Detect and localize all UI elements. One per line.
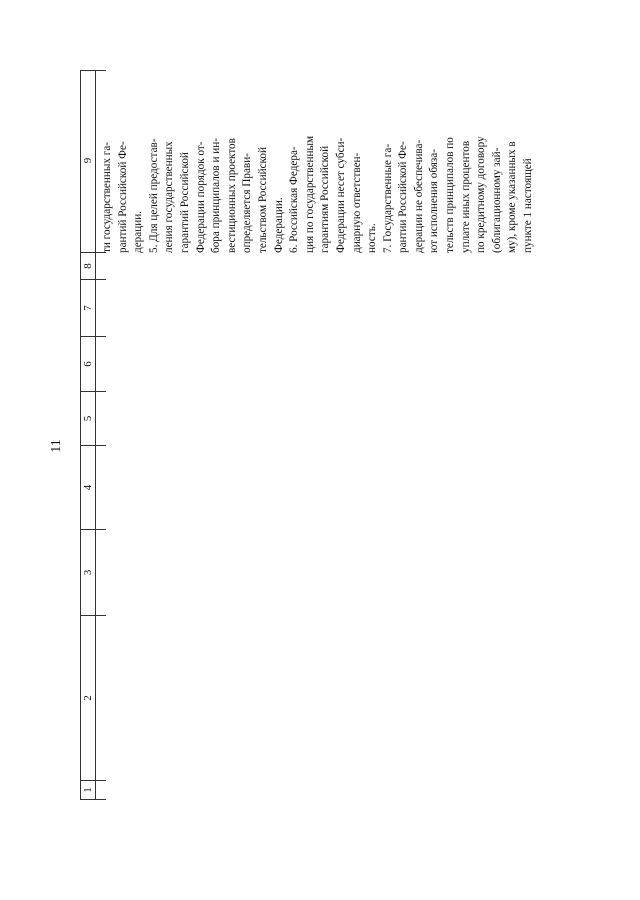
column-rule (96, 529, 106, 530)
text-line: гарантий Российской (178, 152, 191, 253)
table-header-row (80, 70, 96, 800)
text-line: тельств принципалов по (444, 137, 457, 253)
text-line: ют исполнения обяза- (428, 149, 441, 253)
text-line: ления государственных (163, 141, 176, 253)
column-rule (96, 391, 106, 392)
header-cell-5: 5 (81, 391, 95, 445)
text-line: дерации не обеспечива- (412, 139, 425, 253)
column-rule (96, 445, 106, 446)
text-line: дерации. (132, 211, 145, 253)
text-line: ти государственных га- (101, 141, 113, 253)
text-line: определяется Прави- (241, 153, 254, 253)
text-line: 5. Для целей предостав- (147, 138, 160, 253)
text-line: 7. Государственные га- (381, 143, 394, 253)
text-line: ность. (366, 223, 379, 253)
column-9-text (100, 70, 537, 253)
text-line: му), кроме указанных в (506, 141, 519, 253)
text-line: ция по государственным (303, 135, 316, 253)
text-line: рантий Российской Фе- (116, 141, 129, 253)
header-cell-8: 8 (81, 252, 95, 279)
text-line: Федерации порядок от- (194, 141, 207, 253)
rotated-table-page (80, 70, 580, 800)
text-line: Федерации. (272, 197, 285, 253)
column-rule (96, 615, 106, 616)
page-number: 11 (49, 439, 64, 453)
text-line: уплате иных процентов (459, 140, 472, 253)
column-rule (96, 336, 106, 337)
header-cell-1: 1 (81, 780, 95, 799)
header-cell-2: 2 (81, 615, 95, 780)
text-line: пункте 1 настоящей (522, 158, 535, 253)
text-line: диарную ответствен- (350, 152, 363, 253)
column-rule (96, 799, 106, 800)
header-cell-9: 9 (82, 157, 94, 164)
text-line: 6. Российская Федера- (288, 146, 301, 253)
column-rule (96, 279, 106, 280)
column-rule (96, 780, 106, 781)
header-cell-6: 6 (81, 336, 95, 391)
text-line: бора принципалов и ин- (210, 138, 223, 253)
data-table (80, 70, 580, 800)
text-line: тельством Российской (256, 147, 269, 253)
header-cell-3: 3 (81, 529, 95, 615)
text-line: Федерации несет субси- (334, 137, 347, 253)
text-line: (облигационному зай- (490, 147, 503, 253)
text-line: рантии Российской Фе- (397, 141, 410, 253)
header-cell-7: 7 (81, 279, 95, 336)
text-line: по кредитному договору (475, 136, 488, 253)
text-line: гарантиям Российской (319, 145, 332, 253)
header-cell-4: 4 (81, 445, 95, 529)
text-line: вестиционных проектов (225, 138, 238, 253)
